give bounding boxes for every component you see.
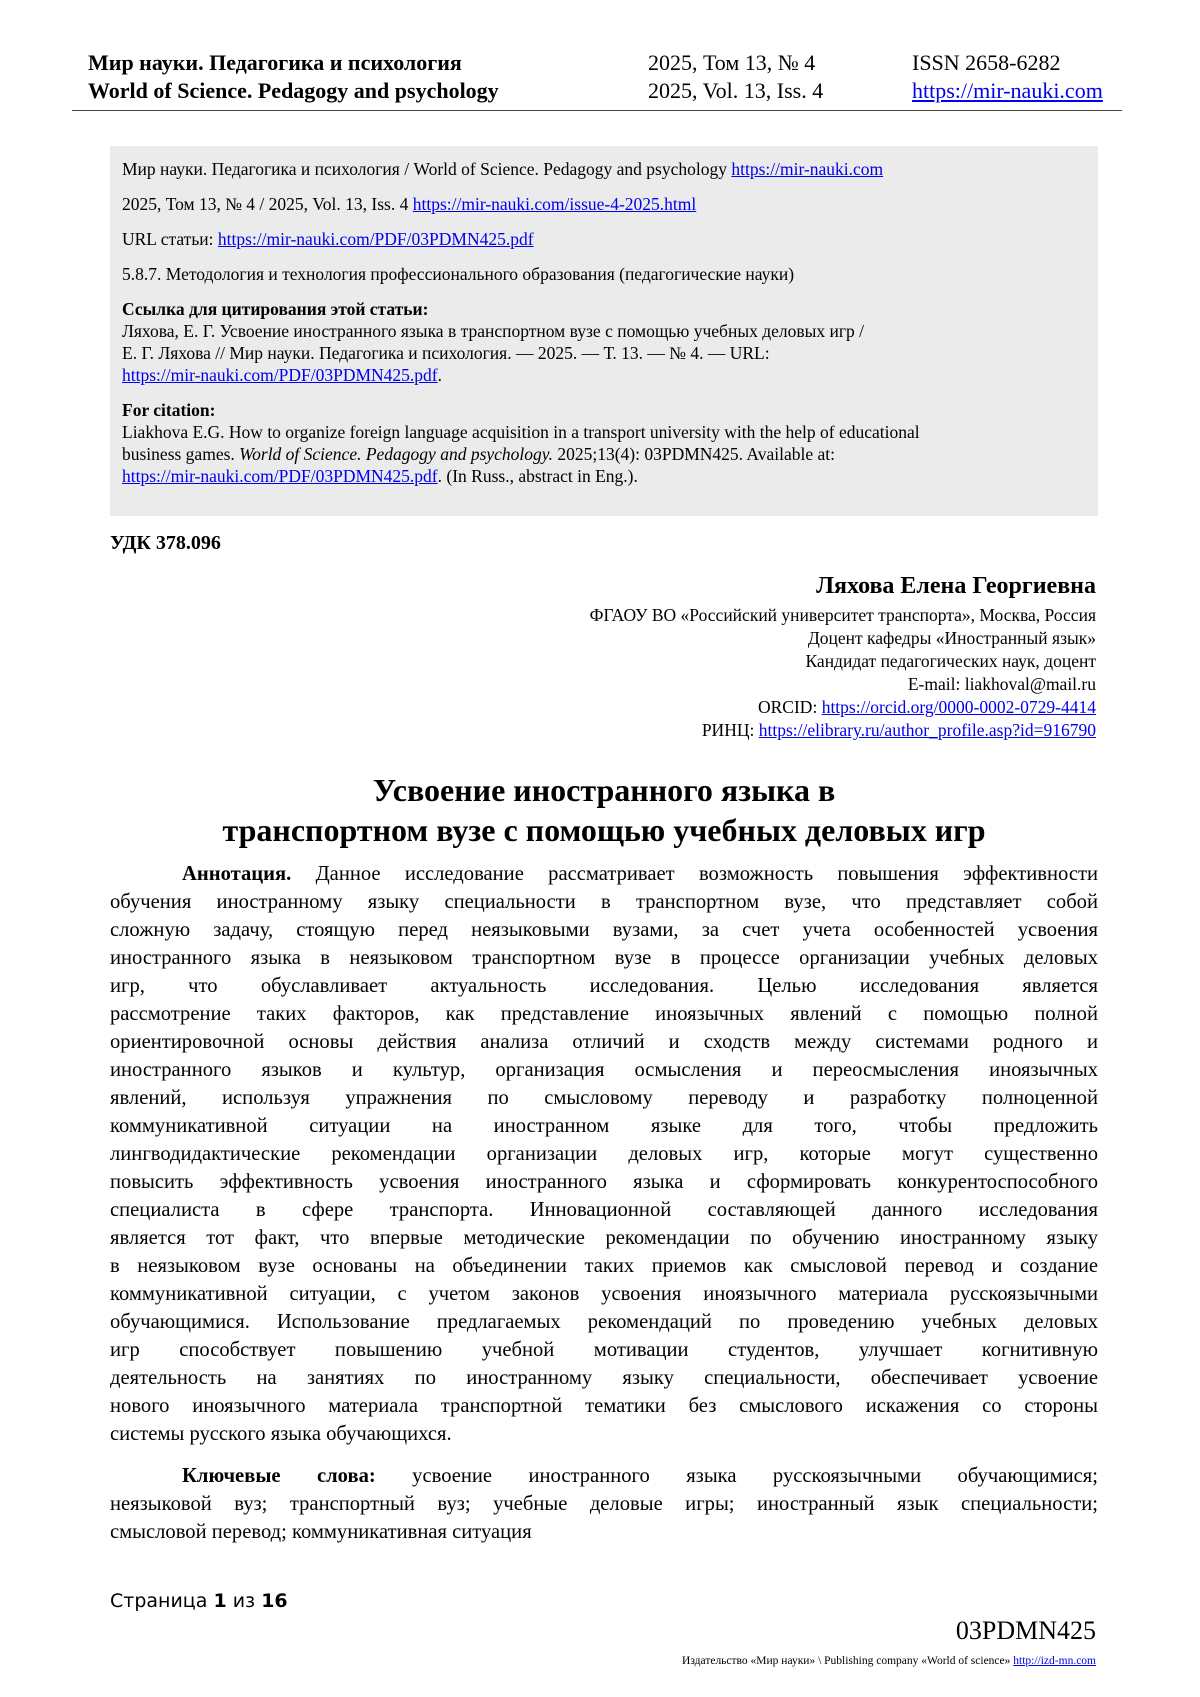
journal-title-en: World of Science. Pedagogy and psychology bbox=[88, 78, 499, 103]
meta-journal-line: Мир науки. Педагогика и психология / World of Science. Pedagogy and psychology https://mir-nauki.com bbox=[122, 159, 884, 179]
abstract-line: в неязыковом вузе основаны на объединении таких приемов как смысловой перевод и создание bbox=[110, 1255, 1098, 1277]
author-name: Ляхова Елена Георгиевна bbox=[816, 573, 1096, 599]
keywords-line: неязыковой вуз; транспортный вуз; учебные деловые игры; иностранный язык специальности; bbox=[110, 1493, 1098, 1515]
abstract-line: иностранного языков и культур, организация осмысления и переосмысления иноязычных bbox=[110, 1059, 1098, 1081]
author-degree: Кандидат педагогических наук, доцент bbox=[805, 651, 1096, 671]
abstract-line: игр способствует повышению учебной мотивации студентов, улучшает когнитивную bbox=[110, 1339, 1098, 1361]
abstract-line: нового иноязычного материала транспортной тематики без смыслового искажения со стороны bbox=[110, 1395, 1098, 1417]
header-divider bbox=[72, 110, 1122, 111]
journal-title-ru: Мир науки. Педагогика и психология bbox=[88, 50, 462, 75]
journal-link[interactable]: https://mir-nauki.com bbox=[731, 159, 884, 179]
citation-en-line1: Liakhova E.G. How to organize foreign language acquisition in a transport university with the help of educational bbox=[122, 422, 920, 442]
meta-url-line: URL статьи: https://mir-nauki.com/PDF/03PDMN425.pdf bbox=[122, 229, 534, 249]
abstract-line: деятельность на занятиях по иностранному языку специальности, обеспечивает усвоение bbox=[110, 1367, 1098, 1389]
author-position: Доцент кафедры «Иностранный язык» bbox=[807, 628, 1096, 648]
issue-ru: 2025, Том 13, № 4 bbox=[648, 50, 816, 75]
citation-ru-line1: Ляхова, Е. Г. Усвоение иностранного языка в транспортном вузе с помощью учебных деловых игр / bbox=[122, 321, 865, 341]
abstract-line: игр, что обуславливает актуальность исследования. Целью исследования является bbox=[110, 975, 1098, 997]
abstract-line: ориентировочной основы действия анализа отличий и сходств между системами родного и bbox=[110, 1031, 1098, 1053]
keywords bbox=[110, 1462, 1098, 1546]
article-metadata-box bbox=[110, 146, 1098, 516]
author-orcid: ORCID: https://orcid.org/0000-0002-0729-4414 bbox=[758, 697, 1096, 717]
article-title: Усвоение иностранного языка в транспортном вузе с помощью учебных деловых игр bbox=[222, 772, 986, 848]
abstract-line: коммуникативной ситуации на иностранном языке для того, чтобы предложить bbox=[110, 1115, 1098, 1137]
udk-code: УДК 378.096 bbox=[110, 532, 221, 554]
meta-issue-line: 2025, Том 13, № 4 / 2025, Vol. 13, Iss. 4 https://mir-nauki.com/issue-4-2025.html bbox=[122, 194, 697, 214]
article-pdf-link[interactable]: https://mir-nauki.com/PDF/03PDMN425.pdf bbox=[217, 229, 534, 249]
publisher-link[interactable]: http://izd-mn.com bbox=[1013, 1655, 1096, 1667]
keywords-line: смысловой перевод; коммуникативная ситуация bbox=[110, 1521, 532, 1543]
running-header bbox=[88, 50, 1118, 108]
abstract-line: обучающимися. Использование предлагаемых рекомендаций по проведению учебных деловых bbox=[110, 1311, 1098, 1333]
citation-en-line2: business games. World of Science. Pedagogy and psychology. 2025;13(4): 03PDMN425. Available at: bbox=[122, 444, 836, 464]
abstract-line: системы русского языка обучающихся. bbox=[110, 1423, 452, 1445]
abstract-line: является тот факт, что впервые методические рекомендации по обучению иностранному языку bbox=[110, 1227, 1098, 1249]
issn: ISSN 2658-6282 bbox=[912, 50, 1061, 75]
issue-link[interactable]: https://mir-nauki.com/issue-4-2025.html bbox=[412, 194, 697, 214]
abstract-line: сложную задачу, стоящую перед неязыковыми вузами, за счет учета особенностей усвоения bbox=[110, 919, 1098, 941]
page-number: Страница 1 из 16 bbox=[110, 1590, 288, 1612]
abstract-first-line: Аннотация. Данное исследование рассматривает возможность повышения эффективности bbox=[182, 863, 1098, 885]
keywords-first-line: Ключевые слова: усвоение иностранного языка русскоязычными обучающимися; bbox=[182, 1465, 1098, 1487]
publisher-line: Издательство «Мир науки» \ Publishing company «World of science» http://izd-mn.com bbox=[682, 1655, 1096, 1667]
rinc-link[interactable]: https://elibrary.ru/author_profile.asp?id=916790 bbox=[758, 720, 1096, 740]
article-code: 03PDMN425 bbox=[955, 1616, 1096, 1645]
abstract-line: иностранного языка в неязыковом транспортном вузе в процессе организации учебных деловых bbox=[110, 947, 1098, 969]
citation-ru-label: Ссылка для цитирования этой статьи: bbox=[122, 299, 429, 319]
abstract-line: повысить эффективность усвоения иностранного языка и сформировать конкурентоспособного bbox=[110, 1171, 1098, 1193]
citation-ru-link[interactable]: https://mir-nauki.com/PDF/03PDMN425.pdf bbox=[122, 365, 438, 385]
abstract-line: лингводидактические рекомендации организации деловых игр, которые могут существенно bbox=[110, 1143, 1098, 1165]
abstract-line: обучения иностранному языку специальности в транспортном вузе, что представляет собой bbox=[110, 891, 1098, 913]
citation-ru-line3: https://mir-nauki.com/PDF/03PDMN425.pdf. bbox=[122, 365, 443, 385]
abstract-line: специалиста в сфере транспорта. Инновационной составляющей данного исследования bbox=[110, 1199, 1098, 1221]
author-rinc: РИНЦ: https://elibrary.ru/author_profile.asp?id=916790 bbox=[701, 720, 1096, 740]
meta-specialty-line: 5.8.7. Методология и технология профессионального образования (педагогические науки) bbox=[122, 264, 795, 284]
citation-en-label: For citation: bbox=[122, 400, 216, 420]
author-email: E-mail: liakhoval@mail.ru bbox=[907, 674, 1096, 694]
abstract bbox=[110, 860, 1098, 1448]
abstract-line: явлений, используя упражнения по смысловому переводу и разработку полноценной bbox=[110, 1087, 1098, 1109]
citation-en-link[interactable]: https://mir-nauki.com/PDF/03PDMN425.pdf bbox=[122, 466, 438, 486]
citation-en-line3: https://mir-nauki.com/PDF/03PDMN425.pdf. (In Russ., abstract in Eng.). bbox=[122, 466, 638, 486]
abstract-line: коммуникативной ситуации, с учетом законов усвоения иноязычного материала русскоязычными bbox=[110, 1283, 1098, 1305]
keywords-label: Ключевые слова: bbox=[182, 1465, 376, 1487]
author-block bbox=[590, 570, 1096, 742]
abstract-label: Аннотация. bbox=[182, 863, 292, 885]
journal-site-link[interactable]: https://mir-nauki.com bbox=[912, 78, 1103, 103]
issue-en: 2025, Vol. 13, Iss. 4 bbox=[648, 78, 824, 103]
orcid-link[interactable]: https://orcid.org/0000-0002-0729-4414 bbox=[821, 697, 1096, 717]
citation-ru-line2: Е. Г. Ляхова // Мир науки. Педагогика и психология. — 2025. — Т. 13. — № 4. — URL: bbox=[122, 343, 770, 363]
abstract-line: рассмотрение таких факторов, как представление иноязычных явлений с помощью полной bbox=[110, 1003, 1098, 1025]
author-affiliation: ФГАОУ ВО «Российский университет транспорта», Москва, Россия bbox=[589, 605, 1096, 625]
